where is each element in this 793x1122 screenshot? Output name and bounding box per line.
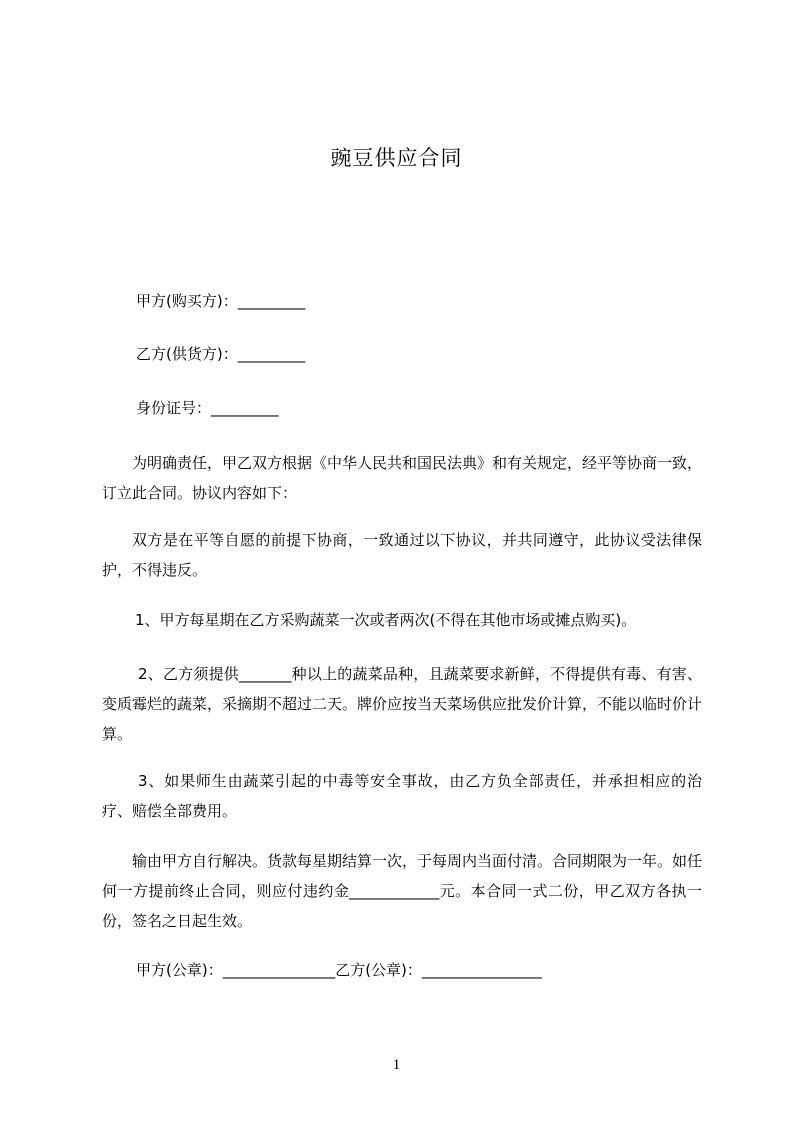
clause-1-paragraph: 1、甲方每星期在乙方采购蔬菜一次或者两次(不得在其他市场或摊点购买)。 xyxy=(135,611,637,629)
principle-paragraph: 双方是在平等自愿的前提下协商，一致通过以下协议，并共同遵守，此协议受法律保护，不得违反。 xyxy=(102,531,702,579)
payment-paragraph: 输由甲方自行解决。货款每星期结算一次，于每周内当面付清。合同期限为一年。如任何一方提前终止合同，则应付违约金____________元。本合同一式二份，甲乙双方各执一份，签名之日起生效。 xyxy=(102,852,703,930)
party-b-line: 乙方(供货方)：_________ xyxy=(136,345,306,363)
document-title: 豌豆供应合同 xyxy=(330,146,463,170)
page-number: 1 xyxy=(392,1057,401,1073)
id-number-line: 身份证号：_________ xyxy=(136,399,279,417)
preamble-paragraph: 为明确责任，甲乙双方根据《中华人民共和国民法典》和有关规定，经平等协商一致，订立此合同。协议内容如下： xyxy=(102,454,703,502)
signature-line: 甲方(公章)：_______________乙方(公章)：________________ xyxy=(136,961,542,979)
clause-2-paragraph: 2、乙方须提供_______种以上的蔬菜品种，且蔬菜要求新鲜，不得提供有毒、有害、变质霉烂的蔬菜，采摘期不超过二天。牌价应按当天菜场供应批发价计算，不能以临时价计算。 xyxy=(102,665,703,743)
party-a-line: 甲方(购买方)：_________ xyxy=(136,292,306,310)
clause-3-paragraph: 3、如果师生由蔬菜引起的中毒等安全事故，由乙方负全部责任，并承担相应的治疗、赔偿全部费用。 xyxy=(102,772,702,820)
